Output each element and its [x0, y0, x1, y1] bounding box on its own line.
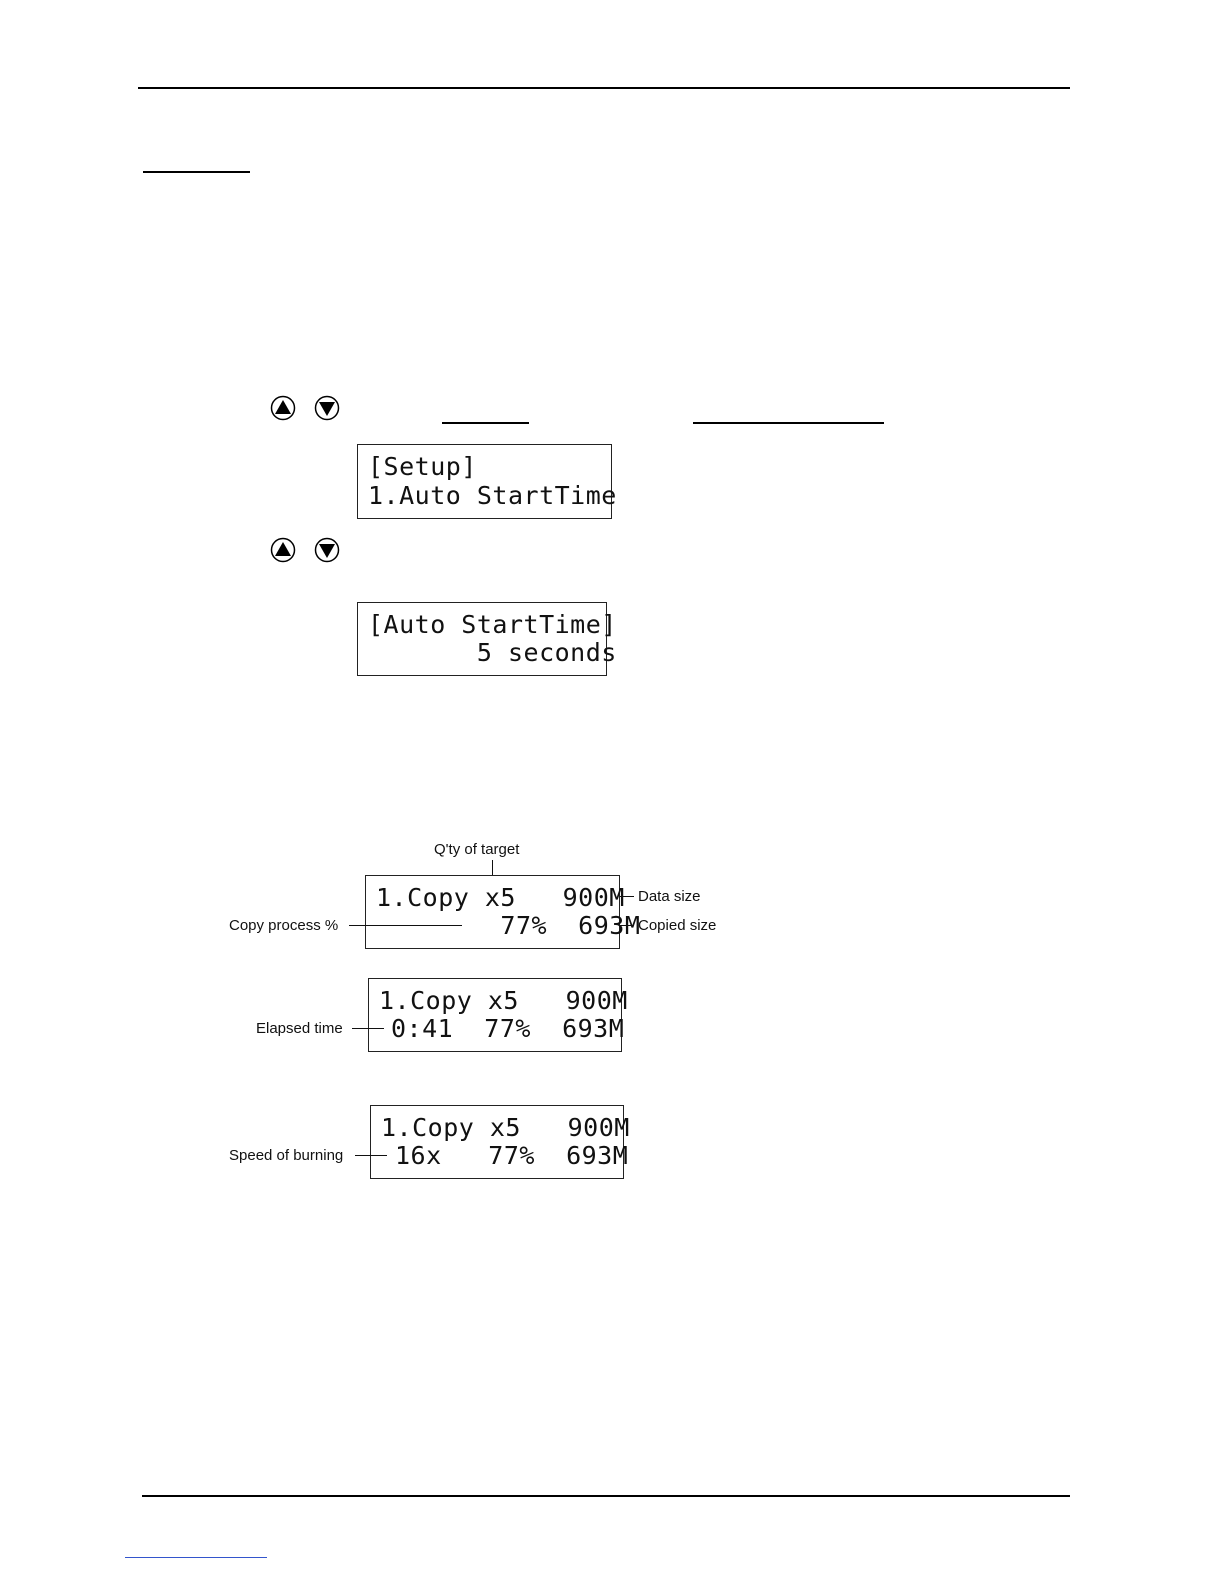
- up-arrow-button-icon: [270, 537, 296, 563]
- lcd-line-2: 5 seconds: [368, 638, 617, 667]
- lcd-copy-speed: [370, 1105, 630, 1179]
- lcd-line-1: 1.Copy x5 900M: [379, 986, 628, 1015]
- up-arrow-button-icon: [270, 395, 296, 421]
- leader-copied-size: [620, 925, 634, 926]
- leader-copy-process: [349, 925, 462, 926]
- lcd-line-2: 77% 693M: [376, 911, 641, 940]
- lcd-line-1: [Auto StartTime]: [368, 610, 617, 639]
- section-heading-underline: [143, 171, 250, 173]
- down-arrow-button-icon: [314, 395, 340, 421]
- lcd-copy-elapsed: [368, 978, 628, 1052]
- leader-speed: [355, 1155, 387, 1156]
- label-speed-of-burning: Speed of burning: [229, 1147, 344, 1164]
- header-rule: [138, 87, 1070, 89]
- leader-data-size: [620, 896, 634, 897]
- lcd-line-1: 1.Copy x5 900M: [381, 1113, 630, 1142]
- lcd-line-2: 16x 77% 693M: [395, 1141, 629, 1170]
- lcd-setup-menu: [357, 444, 617, 519]
- label-copied-size: Copied size: [638, 917, 717, 934]
- label-qty-target: Q'ty of target: [434, 841, 520, 858]
- lcd-copy-progress: [365, 875, 641, 949]
- footer-rule: [142, 1495, 1070, 1497]
- label-data-size: Data size: [638, 888, 701, 905]
- label-copy-process: Copy process %: [229, 917, 339, 934]
- lcd-line-2: 1.Auto StartTime: [368, 481, 617, 510]
- lcd-line-2: 0:41 77% 693M: [391, 1014, 625, 1043]
- underline-1: [442, 422, 529, 424]
- lcd-line-1: [Setup]: [368, 452, 477, 481]
- down-arrow-button-icon: [314, 537, 340, 563]
- leader-elapsed-time: [352, 1028, 384, 1029]
- underline-2: [693, 422, 884, 424]
- lcd-line-1: 1.Copy x5 900M: [376, 883, 625, 912]
- footer-link-underline: [125, 1557, 267, 1558]
- label-elapsed-time: Elapsed time: [256, 1020, 343, 1037]
- lcd-auto-starttime: [357, 602, 617, 676]
